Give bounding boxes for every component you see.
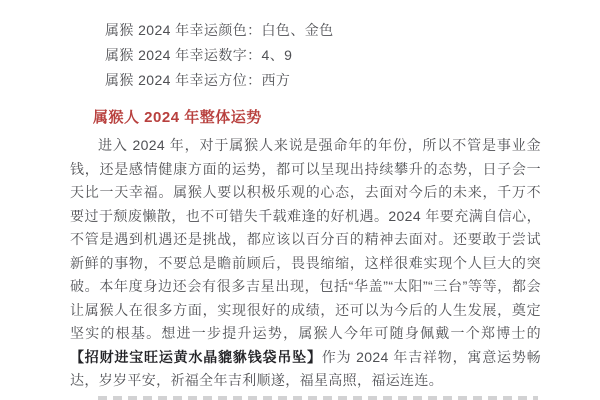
lucky-attributes-list (105, 18, 334, 93)
lucky-direction-line: 属猴 2024 年幸运方位：西方 (105, 72, 291, 88)
lucky-color-line: 属猴 2024 年幸运颜色：白色、金色 (105, 22, 334, 38)
truncated-next-paragraph-line (98, 396, 538, 400)
section-heading: 属猴人 2024 年整体运势 (93, 109, 262, 126)
overview-paragraph (70, 134, 541, 393)
paragraph-text-lead: 进入 2024 年，对于属猴人来说是强命年的年份，所以不管是事业金钱，还是感情健康方面的运势，都可以呈现出持续攀升的态势，日子会一天比一天幸福。属猴人要以积极乐观的心态，去面对今后的未来，千万不要过于颓废懒散，也不可错失千载难逢的好机遇。2024 年要充满自信心，不管是遇到机遇还是挑战，都应该以百分百的精神去面对。还要敢于尝试新鲜的事物，不要总是瞻前顾后，畏畏缩缩，这样很难实现个人巨大的突破。本年度身边还会有很多吉星出现，包括“华盖”“太阳”“三台”等等，都会让属猴人在很多方面，实现很好的成绩，还可以为今后的人生发展，奠定坚实的根基。想进一步提升运势，属猴人今年可随身佩戴一个郑博士的 (70, 137, 541, 341)
talisman-highlight: 【招财进宝旺运黄水晶貔貅钱袋吊坠】 (70, 348, 322, 365)
paragraph-text-tail: 作为 2024 年吉祥物，寓意运势畅达，岁岁平安，祈福全年吉利顺遂，福星高照，福运连连。 (70, 348, 541, 388)
lucky-number-line: 属猴 2024 年幸运数字：4、9 (105, 47, 293, 63)
